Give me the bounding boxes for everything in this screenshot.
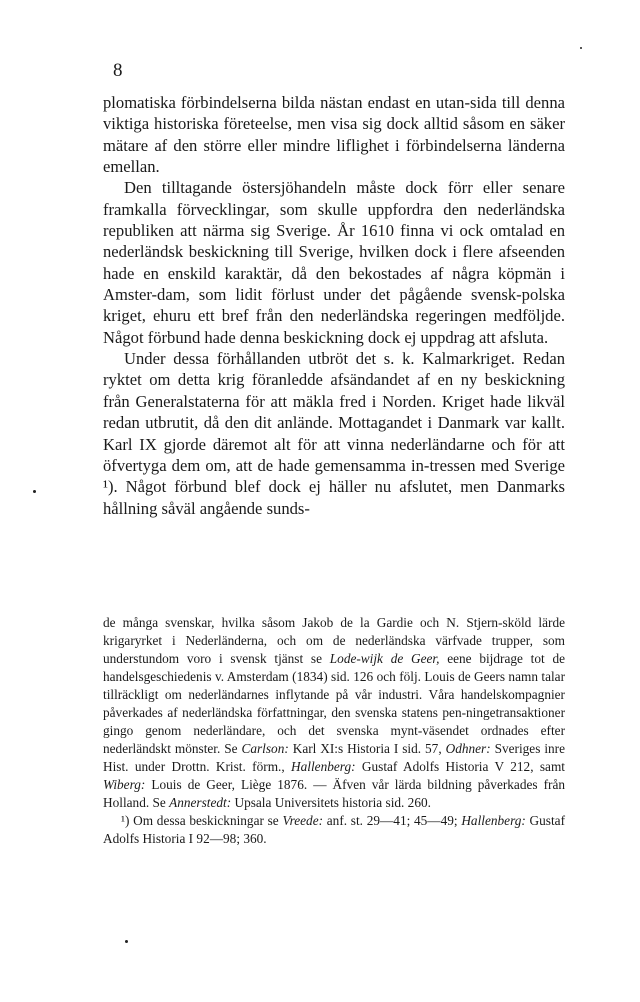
paragraph-2: Den tilltagande östersjöhandeln måste dock förr eller senare framkalla förvecklingar, som skulle uppfordra den nederländska republiken att närma sig Sverige. År 1610 finna vi ock omtalad en nederländsk beskickning till Sverige, hvilken dock i flere afseenden hade en enskild karaktär, då den bekostades af några köpmän i Amster-dam, som lidit förlust under det pågående svensk-polska kriget, ehuru ett bref från den nederländska regeringen medföljde. Något förbund hade denna beskickning dock ej uppdrag att afsluta.	[103, 178, 565, 347]
footnote-1-text-b: eene bijdrage tot de handelsgeschiedenis v. Amsterdam (1834) sid. 126 och följ. Louis de Geers namn talar tillräckligt om nederländarnes inflytande på vår industri. Våra handelskompagnier påverkades af nederländska författningar, den svenska statens pen-ningetransaktioner gingo genom nederländare, och det svenska mynt-väsendet ordnades efter nederländskt mönster. Se	[103, 651, 566, 756]
paragraph-1: plomatiska förbindelserna bilda nästan endast en utan-sida till denna viktiga historiska företeelse, men visa sig dock alltid såsom en säker mätare af den större eller mindre liflighet i förbindelserna länderna emellan.	[103, 93, 565, 177]
footnote-1-ref-1: Lode-wijk de Geer,	[329, 651, 440, 666]
footnotes	[103, 614, 565, 848]
footnote-1-ref-4: Hallenberg:	[291, 759, 356, 774]
paragraph-3: Under dessa förhållanden utbröt det s. k. Kalmarkriget. Redan ryktet om detta krig föranledde afsändandet af en ny beskickning från Generalstaterna för att mäkla fred i Norden. Kriget hade likväl redan utbrutit, då den dit anlände. Mottagandet i Danmark var kallt. Karl IX gjorde däremot alt för att vinna nederländarne och för att öfvertyga dem om, att de hade gemensamma in-tressen med Sverige ¹). Något förbund blef dock ej häller nu afslutet, men Danmarks hållning såväl angående sunds-	[103, 349, 565, 518]
scan-speck	[125, 940, 128, 943]
scan-speck	[33, 490, 36, 493]
footnote-2-text-c: Gustaf Adolfs Historia I 92—98; 360.	[103, 813, 565, 846]
footnote-1-ref-2: Carlson:	[241, 741, 289, 756]
scan-speck	[580, 47, 582, 49]
footnote-1-text-f: Louis de Geer, Liège 1876. — Äfven vår lärda bildning påverkades från Holland. Se	[103, 777, 565, 810]
footnote-1	[103, 614, 565, 812]
main-text	[103, 92, 565, 519]
footnote-2-text-b: anf. st. 29—41; 45—49;	[323, 813, 462, 828]
footnote-1-text-c: Karl XI:s Historia I sid. 57,	[288, 741, 446, 756]
footnote-2	[103, 812, 565, 848]
footnote-1-text-g: Upsala Universitets historia sid. 260.	[231, 795, 431, 810]
footnote-2-ref-2: Hallenberg:	[461, 813, 526, 828]
footnote-1-text-e: Gustaf Adolfs Historia V 212, samt	[355, 759, 565, 774]
footnote-1-text-a: de många svenskar, hvilka såsom Jakob de la Gardie och N. Stjern-sköld lärde krigaryrket i Nederländerna, och om de nederländska värfvade trupper, som understundom voro i svensk tjänst se	[103, 615, 565, 666]
footnote-2-ref-1: Vreede:	[282, 813, 324, 828]
footnote-1-ref-6: Annerstedt:	[169, 795, 232, 810]
footnote-1-text-d: Sveriges inre Hist. under Drottn. Krist. förm.,	[103, 741, 565, 774]
footnote-1-ref-5: Wiberg:	[103, 777, 146, 792]
footnote-1-ref-3: Odhner:	[445, 741, 491, 756]
footnote-2-text-a: ¹) Om dessa beskickningar se	[121, 813, 283, 828]
page-number: 8	[113, 60, 123, 81]
